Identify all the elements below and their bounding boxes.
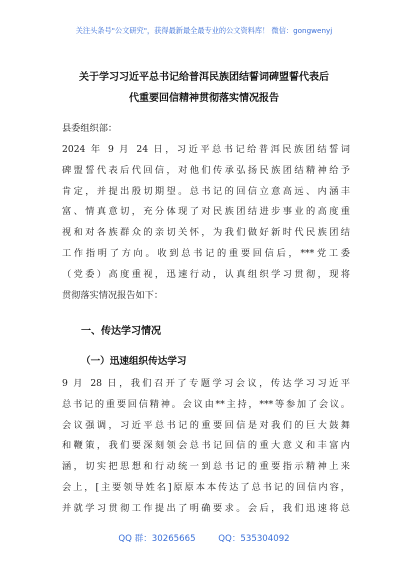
paragraph-line: 会上，[主要领导姓名]原原本本传达了总书记的回信内容， [62,481,350,493]
paragraph-line: 9 月 28 日，我们召开了专题学习会议，传达学习习近平 [62,378,350,389]
paragraph-line: 总书记的重要回信精神。会议由**主持，***等参加了会议。 [62,398,350,410]
paragraph-line: 会议强调，习近平总书记的重要回信是对我们的巨大鼓舞 [62,419,350,431]
paragraph-line: 富、情真意切，充分体现了对民族团结进步事业的高度重 [62,206,350,218]
paragraph-line: 肯定，并提出殷切期望。总书记的回信立意高远、内涵丰 [62,185,350,197]
qq-number: QQ：535304092 [218,534,290,544]
paragraph-2 [62,374,350,520]
paragraph-line: 碑盟誓代表后代回信，对他们传承弘扬民族团结精神给予 [62,164,350,176]
paragraph-line: 工作指明了方向。收到总书记的重要回信后，***党工委 [62,247,350,259]
salutation: 县委组织部： [62,123,118,134]
paragraph-line: 涵，切实把思想和行动统一到总书记的重要指示精神上来 [62,461,350,473]
qq-group-number: QQ 群：30265665 [118,534,196,544]
paragraph-line: 2024 年 9 月 24 日，习近平总书记给普洱民族团结誓词 [62,144,350,155]
paragraph-1 [62,140,350,306]
top-banner: 关注头条号"公文研究"，获得最新最全最专业的公文资料库！ 微信：gongwenyj [75,26,333,35]
paragraph-line: （党委）高度重视，迅速行动，认真组织学习贯彻，现将 [62,268,350,280]
section-heading: 一、传达学习情况 [81,326,161,337]
document-title-line-1: 关于学习习近平总书记给普洱民族团结誓词碑盟誓代表后 [79,72,329,83]
paragraph-line: 并就学习贯彻工作提出了明确要求。会后，我们迅速将总 [62,502,350,514]
footer-contact [0,532,408,544]
subsection-heading: （一）迅速组织传达学习 [81,356,187,367]
paragraph-line: 贯彻落实情况报告如下： [62,289,164,301]
document-title-line-2: 代重要回信精神贯彻落实情况报告 [129,93,279,104]
paragraph-line: 和鞭策，我们要深刻领会总书记回信的重大意义和丰富内 [62,440,350,452]
paragraph-line: 视和对各族群众的亲切关怀，为我们做好新时代民族团结 [62,227,350,239]
